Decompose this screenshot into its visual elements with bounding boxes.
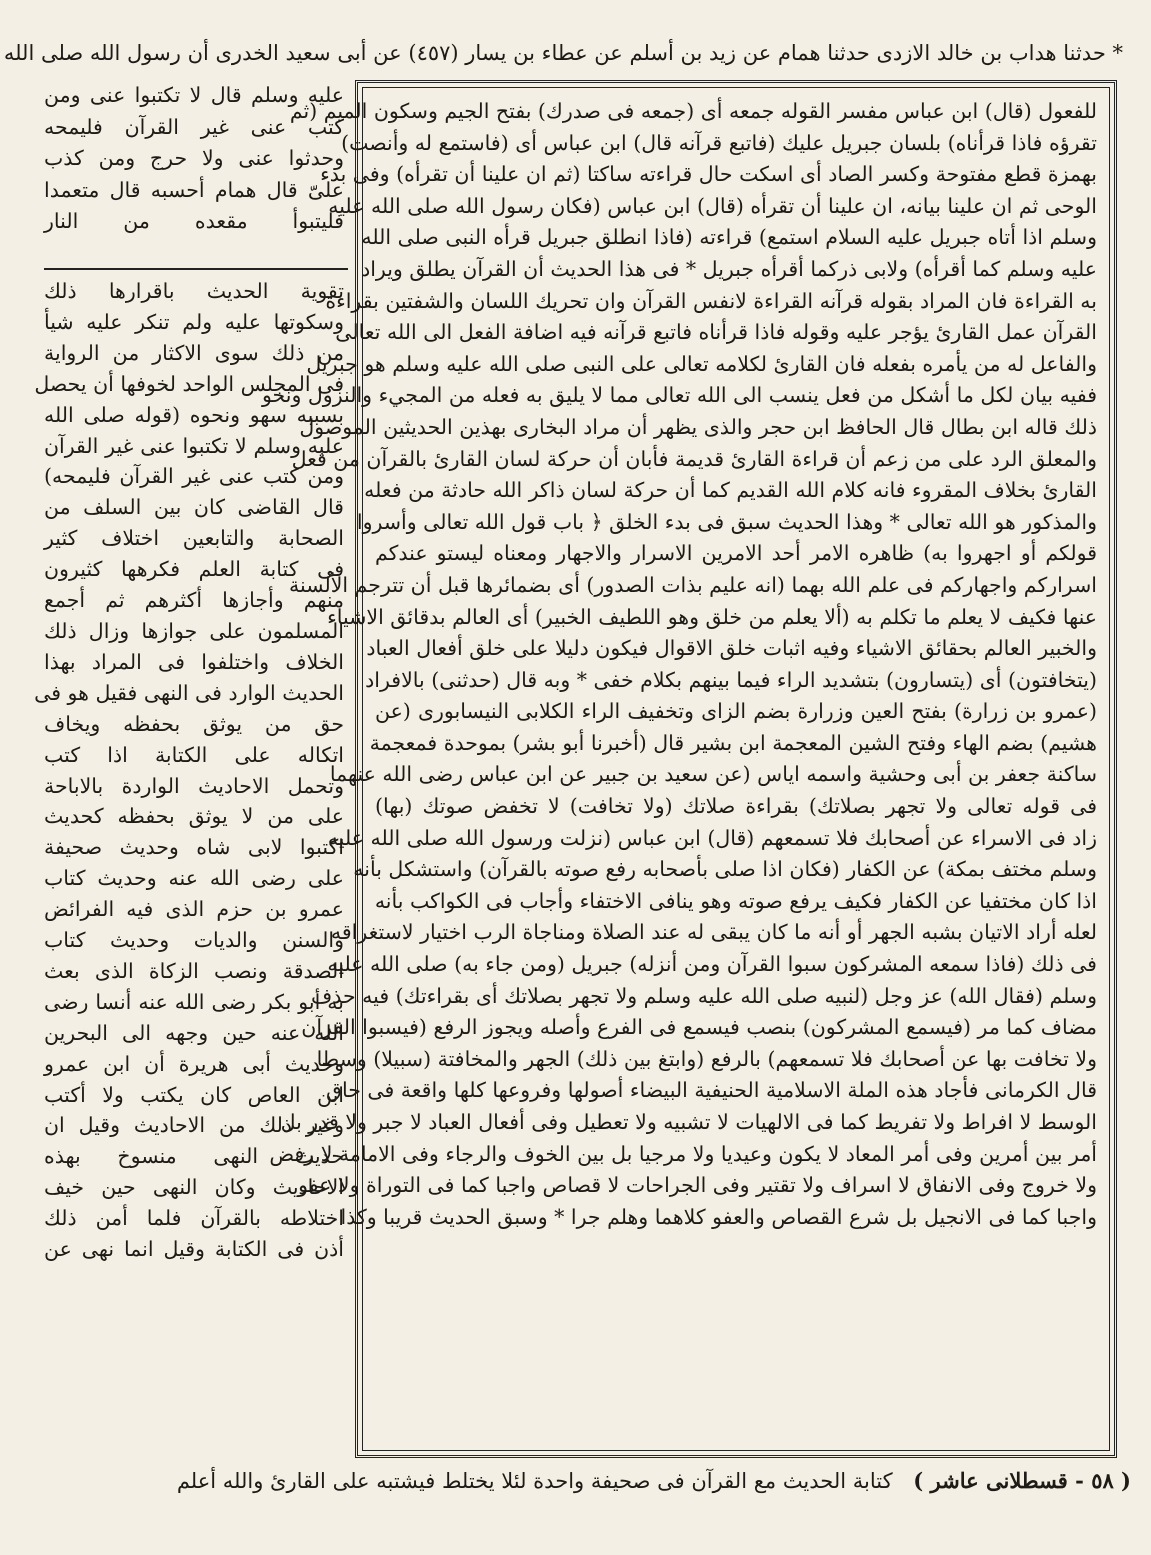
commentary-line: الوسط لا افراط ولا تفريط كما فى الالهيات لا تشبيه ولا تعطيل وفى أفعال العباد لا جبر ولا قدر بل bbox=[280, 1110, 1097, 1134]
margin-line: عليه وسلم قال لا تكتبوا عنى ومن bbox=[44, 83, 344, 107]
commentary-line: ذلك قاله ابن بطال قال الحافظ ابن حجر والذى يظهر أن مراد البخارى بهذين الحديثين الموصول bbox=[299, 414, 1097, 439]
footer bbox=[40, 1465, 1131, 1497]
commentary-line: اسراركم واجهاركم فى علم الله بهما (انه عليم بذات الصدور) أى بضمائرها قبل أن تترجم الألسنة bbox=[289, 572, 1097, 597]
margin-line: وسكوتها عليه ولم تنكر عليه شيأ bbox=[44, 309, 344, 334]
commentary-line: والفاعل له من يأمره بفعله فان القارئ لكلامه تعالى على النبى صلى الله عليه وسلم هو جبريل bbox=[306, 351, 1097, 376]
margin-line: الاحاديث وكان النهى حين خيف bbox=[44, 1175, 344, 1200]
commentary-line: فى ذلك (فاذا سمعه المشركون سبوا القرآن ومن أنزله) جبريل (ومن جاء به) صلى الله عليه bbox=[327, 952, 1097, 977]
margin-line: حق من يوثق بحفظه ويخاف bbox=[44, 711, 344, 736]
margin-line: ومن كتب عنى غير القرآن فليمحه) bbox=[44, 464, 344, 489]
commentary-line: الوحى ثم ان علينا بيانه، ان علينا أن تقرأه (قال) ابن عباس (فكان رسول الله صلى الله عليه bbox=[328, 193, 1097, 218]
commentary-line: (يتخافتون) أى (يتسارون) بتشديد الراء فيما بينهم بكلام خفى * وبه قال (حدثنى) بالافراد bbox=[365, 667, 1097, 692]
commentary-line: أمر بين أمرين وفى أمر المعاد لا يكون وعيديا ولا مرجيا بل بين الخوف والرجاء وفى الامامة لا رفض bbox=[269, 1141, 1097, 1166]
margin-line: عمرو بن حزم الذى فيه الفرائض bbox=[44, 897, 344, 922]
margin-line: اكتبوا لابى شاه وحديث صحيفة bbox=[44, 835, 344, 860]
margin-line: منهم وأجازها أكثرهم ثم أجمع bbox=[44, 588, 344, 613]
commentary-line: زاد فى الاسراء عن أصحابك فلا تسمعهم (قال) ابن عباس (نزلت ورسول الله صلى الله عليه bbox=[327, 825, 1097, 850]
margin-line: علىّ قال همام أحسبه قال متعمدا bbox=[44, 177, 344, 202]
commentary-line: لعله أراد الاتيان بشبه الجهر أو أنه ما كان يبقى له عند الصلاة ومناجاة الرب اختيار لاستغراقه bbox=[330, 920, 1097, 945]
commentary-line: بهمزة قطع مفتوحة وكسر الصاد أى اسكت حال قراءته ساكتا (ثم ان علينا أن تقرأه) وفى بدء bbox=[320, 162, 1097, 187]
margin-line: بسببه سهو ونحوه (قوله صلى الله bbox=[44, 402, 344, 427]
margin-line: حديث النهى منسوخ بهذه bbox=[44, 1144, 344, 1169]
commentary-line: ولا خروج وفى الانفاق لا اسراف ولا تقتير وفى الجراحات لا قصاص واجبا كما فى التوراة ولا عفو bbox=[298, 1173, 1097, 1198]
margin-line: وتحمل الاحاديث الواردة بالاباحة bbox=[44, 773, 344, 798]
margin-line: أذن فى الكتابة وقيل انما نهى عن bbox=[44, 1237, 344, 1262]
margin-line: اختلاطه بالقرآن فلما أمن ذلك bbox=[44, 1206, 344, 1231]
margin-line: فى المجلس الواحد لخوفها أن يحصل bbox=[34, 371, 344, 396]
page-number-label: ( ٥٨ - قسطلانى عاشر ) bbox=[913, 1468, 1131, 1493]
margin-line: ابن العاص كان يكتب ولا أكتب bbox=[44, 1082, 344, 1107]
commentary-line: والمذكور هو الله تعالى * وهذا الحديث سبق فى بدء الخلق ﴿ باب قول الله تعالى وأسروا bbox=[356, 509, 1097, 534]
margin-line: الحديث الوارد فى النهى فقيل هو فى bbox=[34, 680, 344, 705]
margin-line: الخلاف واختلفوا فى المراد بهذا bbox=[44, 649, 344, 674]
commentary-line: فى قوله تعالى ولا تجهر بصلاتك) بقراءة صلاتك (ولا تخافت) لا تخفض صوتك (بها) bbox=[375, 794, 1097, 819]
commentary-line: عنها فكيف لا يعلم ما تكلم به (ألا يعلم من خلق وهو اللطيف الخبير) أى العالم بدقائق الاشياء bbox=[327, 604, 1097, 629]
footer-commentary-line: كتابة الحديث مع القرآن فى صحيفة واحدة لئلا يختلط فيشتبه على القارئ والله أعلم bbox=[176, 1469, 893, 1493]
margin-line: فليتبوأ مقعده من النار bbox=[44, 209, 344, 233]
commentary-line: ساكنة جعفر بن أبى وحشية واسمه اياس (عن سعيد بن جبير عن ابن عباس رضى الله عنهما bbox=[329, 762, 1097, 787]
commentary-line: ففيه بيان لكل ما أشكل من فعل ينسب الى الله تعالى مما لا يليق به فعله من المجيء والنزول ونحو bbox=[261, 383, 1097, 408]
commentary-line: تقرؤه فاذا قرأناه) بلسان جبريل عليك (فاتبع قرآنه قال) ابن عباس أى (فاستمع له وأنصت) bbox=[341, 130, 1097, 155]
commentary-line: للفعول (قال) ابن عباس مفسر القوله جمعه أى (جمعه فى صدرك) بفتح الجيم وسكون الميم (ثم bbox=[289, 99, 1097, 123]
margin-line: المسلمون على جوازها وزال ذلك bbox=[44, 618, 344, 643]
commentary-line: وسلم مختف بمكة) عن الكفار (فكان اذا صلى بأصحابه رفع صوته بالقرآن) واستشكل بأنه bbox=[353, 857, 1097, 882]
margin-line: وحدثوا عنى ولا حرج ومن كذب bbox=[44, 146, 344, 170]
commentary-line: قولكم أو اجهروا به) ظاهره الامر أحد الامرين الاسرار والاجهار ومعناه ليستو عندكم bbox=[375, 541, 1097, 566]
margin-divider bbox=[44, 268, 348, 270]
margin-line: فى كتابة العلم فكرهها كثيرون bbox=[44, 557, 344, 582]
commentary-line: القارئ بخلاف المقروء فانه كلام الله القديم كما أن حركة لسان ذاكر الله حادثة من فعله bbox=[364, 478, 1097, 503]
margin-line: عليه وسلم لا تكتبوا عنى غير القرآن bbox=[44, 433, 344, 458]
commentary-line: واجبا كما فى الانجيل بل شرع القصاص والعفو كلاهما وهلم جرا * وسبق الحديث قريبا وكذا bbox=[340, 1204, 1097, 1229]
margin-hadith-continuation bbox=[44, 80, 344, 238]
margin-line: وحديث أبى هريرة أن ابن عمرو bbox=[44, 1051, 344, 1076]
margin-line: تقوية الحديث باقرارها ذلك bbox=[44, 279, 344, 303]
commentary-line: به القراءة فان المراد بقوله قرآنه القراءة لانفس القرآن وان تحريك اللسان والشفتين بقراءة bbox=[325, 288, 1097, 313]
commentary-line: وسلم (فقال الله) عز وجل (لنبيه صلى الله عليه وسلم ولا تجهر بصلاتك أى بقراءتك) فيه حذف bbox=[310, 983, 1097, 1008]
commentary-frame bbox=[261, 80, 1117, 1458]
margin-line: والسنن والديات وحديث كتاب bbox=[44, 928, 344, 953]
commentary-line: قال الكرمانى فأجاد هذه الملة الاسلامية الحنيفية البيضاء أصولها وفروعها كلها واقعة فى حاق bbox=[326, 1078, 1097, 1103]
margin-line: على من لا يوثق بحفظه كحديث bbox=[44, 804, 344, 829]
commentary-line: مضاف كما مر (فيسمع المشركون) بنصب فيسمع فى الفرع وأصله ويجوز الرفع (فيسبوا القرآن bbox=[301, 1015, 1097, 1040]
margin-line: الصدقة ونصب الزكاة الذى بعث bbox=[44, 958, 344, 983]
margin-nawawi-commentary bbox=[34, 276, 344, 1265]
commentary-line: عليه وسلم كما أقرأه) ولابى ذركما أقرأه جبريل * فى هذا الحديث أن القرآن يطلق ويراد bbox=[361, 256, 1097, 281]
commentary-line: ولا تخافت بها عن أصحابك فلا تسمعهم) بالرفع (وابتغ بين ذلك) الجهر والمخافتة (سبيلا) وسطا bbox=[316, 1046, 1097, 1071]
margin-line: به أبو بكر رضى الله عنه أنسا رضى bbox=[44, 989, 344, 1014]
commentary-line: هشيم) بضم الهاء وفتح الشين المعجمة ابن بشير قال (أخبرنا أبو بشر) بموحدة فمعجمة bbox=[369, 730, 1097, 755]
margin-line: قال القاضى كان بين السلف من bbox=[44, 495, 344, 520]
margin-line: كتب عنى غير القرآن فليمحه bbox=[44, 114, 344, 139]
commentary-text bbox=[261, 87, 1110, 1451]
margin-line: وغير ذلك من الاحاديث وقيل ان bbox=[44, 1113, 344, 1138]
margin-line: على رضى الله عنه وحديث كتاب bbox=[44, 866, 344, 891]
margin-line: الصحابة والتابعين اختلاف كثير bbox=[44, 526, 344, 551]
commentary-line: اذا كان مختفيا عن الكفار فكيف يرفع صوته وهو ينافى الاختفاء وأجاب فى الكواكب بأنه bbox=[374, 888, 1097, 913]
commentary-line: القرآن عمل القارئ يؤجر عليه وقوله فاذا قرأناه فاتبع قرآنه فيه اضافة الفعل الى الله تعالى bbox=[335, 320, 1097, 345]
commentary-line: وسلم اذا أتاه جبريل عليه السلام استمع) قراءته (فاذا انطلق جبريل قرأه النبى صلى الله bbox=[361, 225, 1097, 250]
commentary-line: والخبير العالم بحقائق الاشياء وفيه اثبات خلق الاقوال فيكون دليلا على خلق أفعال العباد bbox=[366, 636, 1097, 661]
margin-line: اتكاله على الكتابة اذا كتب bbox=[44, 742, 344, 767]
commentary-line: والمعلق الرد على من زعم أن قراءة القارئ قديمة فأبان أن حركة لسان القارئ بالقرآن من فعل bbox=[291, 446, 1097, 471]
margin-line: الله عنه حين وجهه الى البحرين bbox=[44, 1020, 344, 1045]
margin-line: من ذلك سوى الاكثار من الرواية bbox=[44, 340, 344, 365]
commentary-line: (عمرو بن زرارة) بفتح العين وزرارة بضم الزاى وتخفيف الراء الكلابى النيسابورى (عن bbox=[375, 699, 1097, 724]
header-hadith-line: * حدثنا هداب بن خالد الازدى حدثنا همام عن زيد بن أسلم عن عطاء بن يسار (٤٥٧) عن أبى سعيد الخدرى أن رسول الله صلى الله bbox=[3, 41, 1123, 65]
